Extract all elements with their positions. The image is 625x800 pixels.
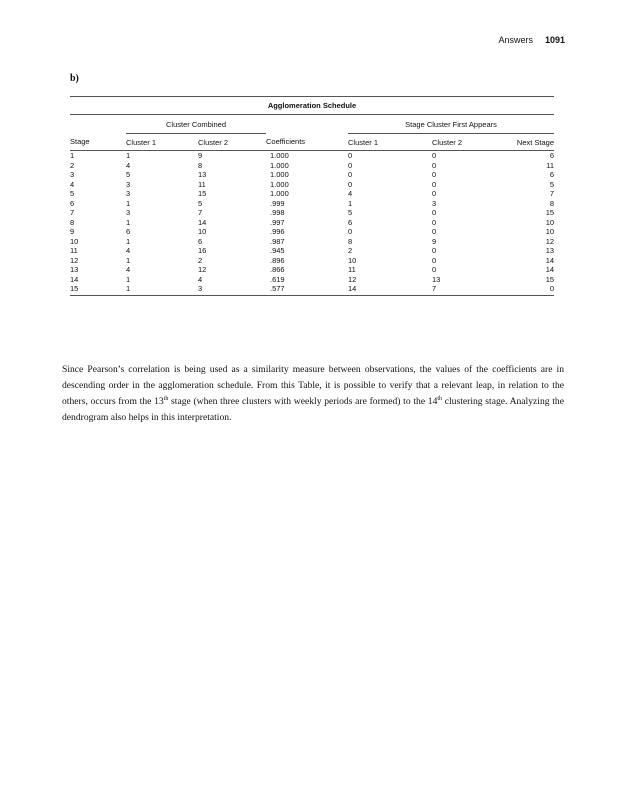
table-cell: 13 bbox=[70, 265, 79, 274]
table-cell: 4 bbox=[348, 189, 353, 198]
table-cell: 7 bbox=[70, 208, 75, 217]
table-row bbox=[70, 284, 554, 295]
table-cell: 12 bbox=[348, 274, 357, 284]
table-cell: 10 bbox=[545, 227, 555, 236]
table-row bbox=[70, 199, 554, 209]
table-body bbox=[70, 151, 554, 296]
table-cell: 12 bbox=[545, 236, 555, 246]
table-cell: 10 bbox=[198, 227, 207, 236]
table-cell: 14 bbox=[545, 265, 555, 274]
paragraph-text: clustering stage. Analyzing the dendrogram also helps in this interpretation. bbox=[62, 395, 564, 423]
table-cell: 14 bbox=[70, 274, 79, 284]
table-cell: 1 bbox=[126, 236, 131, 246]
table-cell: 11 bbox=[70, 246, 78, 255]
table-cell: 10 bbox=[348, 255, 357, 265]
table-row bbox=[70, 256, 554, 266]
table-cell: 7 bbox=[549, 189, 555, 198]
group-header-label: Stage Cluster First Appears bbox=[405, 119, 497, 129]
group-header-cluster-combined bbox=[126, 115, 266, 134]
column-header: Next Stage bbox=[510, 134, 554, 151]
table-cell: 9 bbox=[198, 151, 203, 160]
table-cell: 9 bbox=[70, 227, 75, 236]
table-row bbox=[70, 265, 554, 275]
table-cell: 5 bbox=[198, 198, 203, 208]
table-cell: 1 bbox=[126, 217, 131, 227]
table-row bbox=[70, 189, 554, 199]
table-cell: 4 bbox=[198, 274, 203, 284]
table-cell: 1 bbox=[126, 255, 131, 265]
table-cell: 15 bbox=[545, 274, 555, 284]
table-cell: 6 bbox=[198, 236, 203, 246]
column-header: Stage bbox=[70, 134, 126, 151]
table-cell: 1.000 bbox=[270, 189, 289, 198]
table-cell: .987 bbox=[270, 236, 285, 246]
table-cell: 13 bbox=[198, 170, 207, 179]
column-header: Cluster 1 bbox=[126, 134, 198, 151]
table-cell: 0 bbox=[510, 284, 554, 295]
table-cell: .866 bbox=[270, 265, 285, 274]
section-title: Answers bbox=[498, 35, 533, 45]
table-cell: 0 bbox=[432, 265, 437, 274]
table-cell: 2 bbox=[70, 160, 75, 170]
table-cell: 0 bbox=[432, 246, 437, 255]
table-caption: Agglomeration Schedule bbox=[267, 101, 357, 110]
table-cell: 7 bbox=[198, 208, 203, 217]
table-cell: 8 bbox=[198, 160, 203, 170]
table-cell: 10 bbox=[545, 217, 555, 227]
table-cell: 14 bbox=[348, 284, 432, 295]
table-cell: 12 bbox=[70, 255, 79, 265]
table-cell: 14 bbox=[545, 255, 555, 265]
table-row bbox=[70, 246, 554, 256]
table-cell: 6 bbox=[549, 151, 555, 160]
table-cell: 0 bbox=[432, 189, 437, 198]
table-cell: 5 bbox=[348, 208, 353, 217]
table-cell: 10 bbox=[70, 236, 79, 246]
table-row bbox=[70, 208, 554, 218]
column-header: Cluster 1 bbox=[348, 134, 432, 151]
table-cell: 5 bbox=[549, 179, 555, 189]
table-cell: 6 bbox=[70, 198, 75, 208]
group-header-stage-first-appears bbox=[348, 115, 554, 134]
table-row bbox=[70, 151, 554, 161]
ordinal-superscript: th bbox=[437, 395, 443, 402]
table-cell: .999 bbox=[270, 198, 285, 208]
table-cell: 1 bbox=[126, 151, 131, 160]
table-cell: 0 bbox=[348, 160, 353, 170]
paragraph-text: Since Pearson’s correlation is being used as a similarity measure between observations, the values of the coefficients are in descending order in the agglomeration schedule. From this Table, it is possible to verify that a relevant leap, in relation to the others, occurs from the 13 bbox=[62, 363, 564, 407]
table-row bbox=[70, 275, 554, 285]
table-cell: .997 bbox=[270, 217, 285, 227]
table-cell: 1 bbox=[70, 151, 75, 160]
table-cell: 14 bbox=[198, 217, 207, 227]
table-cell: .998 bbox=[270, 208, 285, 217]
table-cell: 16 bbox=[198, 246, 207, 255]
running-head bbox=[498, 35, 565, 45]
column-header: Cluster 2 bbox=[198, 134, 266, 151]
table-cell: 15 bbox=[545, 208, 555, 217]
part-label: b) bbox=[70, 73, 79, 84]
table-cell: 8 bbox=[348, 236, 353, 246]
table-cell: 5 bbox=[70, 189, 75, 198]
table-cell: 7 bbox=[432, 284, 510, 295]
table-cell: 3 bbox=[126, 208, 131, 217]
table-cell: 13 bbox=[545, 246, 555, 255]
table-cell: 8 bbox=[549, 198, 555, 208]
table-cell: 6 bbox=[126, 227, 131, 236]
table-cell: 1.000 bbox=[270, 160, 289, 170]
table-cell: 3 bbox=[198, 284, 266, 295]
table-cell: .619 bbox=[270, 274, 285, 284]
table-cell: 5 bbox=[126, 170, 131, 179]
table-cell: 0 bbox=[432, 255, 437, 265]
table-cell: 3 bbox=[126, 189, 131, 198]
table-cell: 11 bbox=[198, 179, 206, 189]
table-cell: 4 bbox=[126, 246, 131, 255]
paragraph-text: stage (when three clusters with weekly periods are formed) to the 14 bbox=[168, 395, 438, 407]
table-cell: 0 bbox=[432, 208, 437, 217]
table-row bbox=[70, 180, 554, 190]
table-cell: 4 bbox=[70, 179, 75, 189]
table-cell: 1 bbox=[348, 198, 353, 208]
table-row bbox=[70, 218, 554, 228]
column-header-row bbox=[70, 134, 554, 151]
table-cell: 1.000 bbox=[270, 170, 289, 179]
table-cell: 0 bbox=[432, 151, 437, 160]
agglomeration-schedule-table bbox=[70, 96, 554, 296]
table-cell: 11 bbox=[546, 160, 555, 170]
table-cell: 3 bbox=[70, 170, 75, 179]
table-cell: 9 bbox=[432, 236, 437, 246]
table-cell: 0 bbox=[432, 227, 437, 236]
table-cell: 0 bbox=[348, 179, 353, 189]
table-cell: .996 bbox=[270, 227, 285, 236]
table-cell: 2 bbox=[348, 246, 353, 255]
column-header: Coefficients bbox=[266, 134, 348, 151]
table-cell: 1 bbox=[126, 284, 198, 295]
group-header-label: Cluster Combined bbox=[165, 119, 227, 129]
column-header: Cluster 2 bbox=[432, 134, 510, 151]
table-cell: 1.000 bbox=[270, 179, 289, 189]
table-cell: 6 bbox=[348, 217, 353, 227]
table-cell: .945 bbox=[270, 246, 285, 255]
table-cell: 4 bbox=[126, 265, 131, 274]
table-row bbox=[70, 161, 554, 171]
table-cell: 3 bbox=[126, 179, 131, 189]
table-cell: 0 bbox=[432, 179, 437, 189]
page-number: 1091 bbox=[544, 35, 565, 45]
table-cell: 15 bbox=[70, 284, 126, 295]
table-cell: 3 bbox=[432, 198, 437, 208]
table-cell: 11 bbox=[348, 265, 356, 274]
table-cell: 0 bbox=[348, 170, 353, 179]
table-cell: 1 bbox=[126, 274, 131, 284]
table-cell: 1.000 bbox=[270, 151, 289, 160]
table-cell: .577 bbox=[266, 284, 348, 295]
body-paragraph bbox=[62, 362, 564, 426]
table-cell: 0 bbox=[348, 227, 353, 236]
table-row bbox=[70, 170, 554, 180]
table-cell: 0 bbox=[432, 160, 437, 170]
table-cell: 0 bbox=[432, 170, 437, 179]
table-cell: .896 bbox=[270, 255, 285, 265]
table-cell: 13 bbox=[432, 274, 441, 284]
group-header-row bbox=[70, 115, 554, 134]
schedule-table bbox=[70, 115, 554, 296]
table-cell: 6 bbox=[549, 170, 555, 179]
table-row bbox=[70, 227, 554, 237]
table-cell: 1 bbox=[126, 198, 131, 208]
table-row bbox=[70, 237, 554, 247]
table-cell: 0 bbox=[348, 151, 353, 160]
table-cell: 0 bbox=[432, 217, 437, 227]
table-cell: 15 bbox=[198, 189, 207, 198]
table-cell: 2 bbox=[198, 255, 203, 265]
table-cell: 8 bbox=[70, 217, 75, 227]
table-cell: 4 bbox=[126, 160, 131, 170]
ordinal-superscript: th bbox=[163, 395, 169, 402]
table-cell: 12 bbox=[198, 265, 207, 274]
